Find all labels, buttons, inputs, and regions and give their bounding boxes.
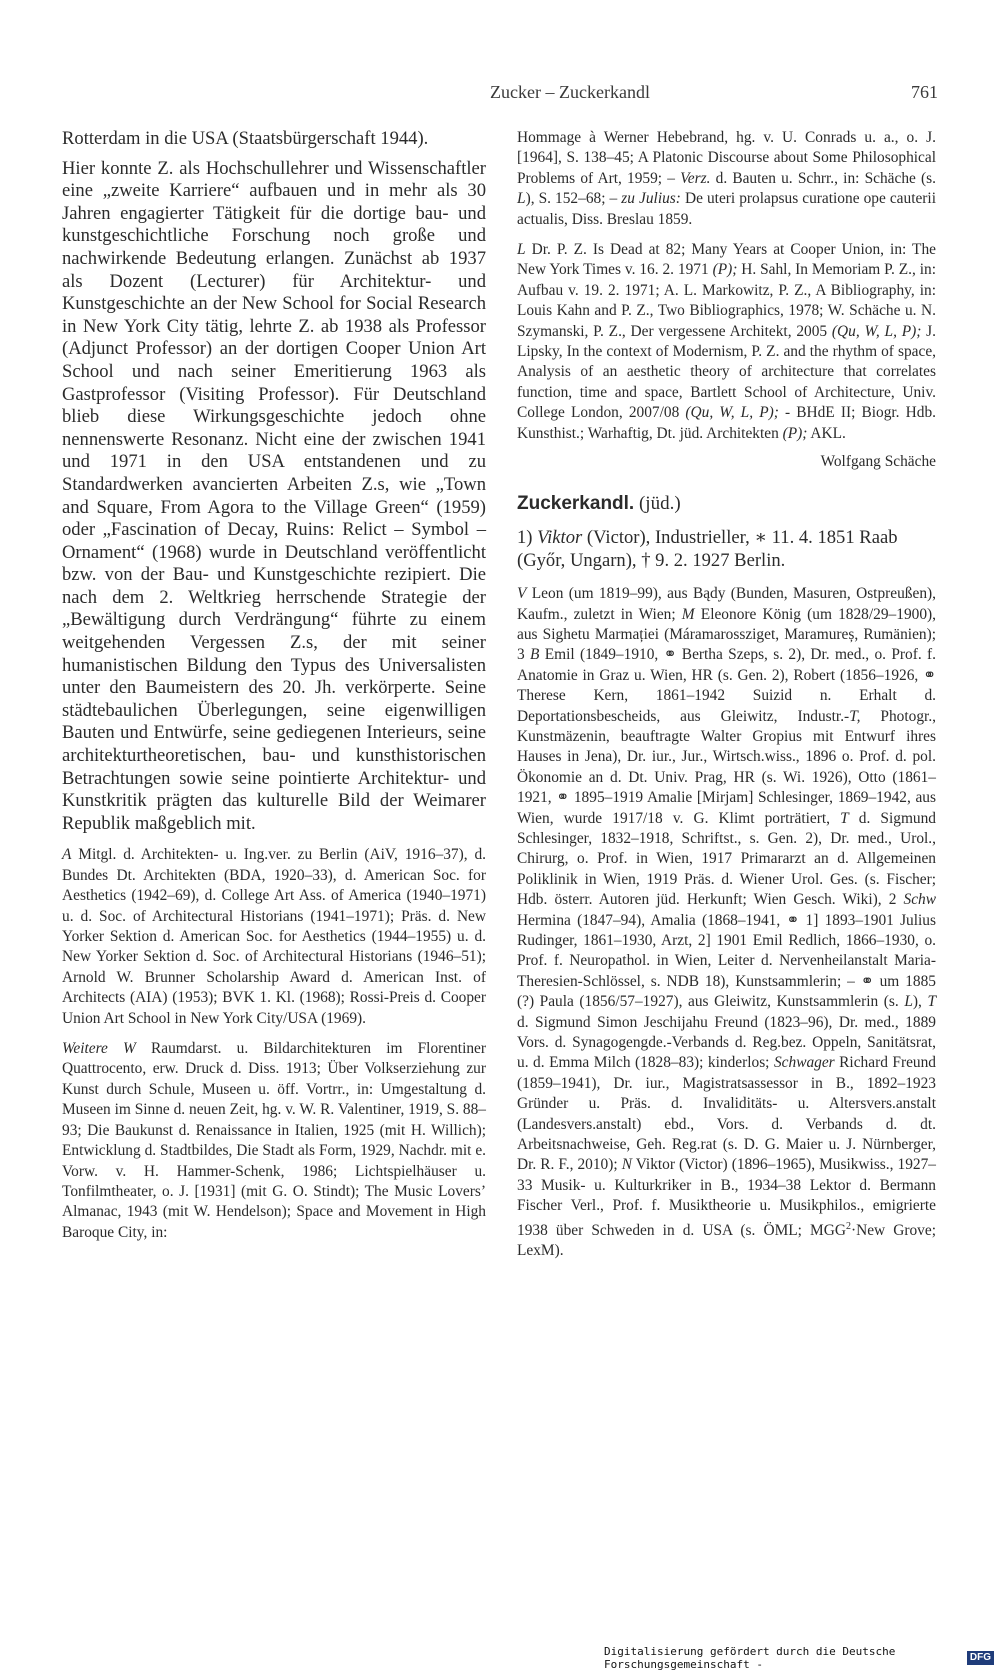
family-text: Emil (1849–1910, ⚭ Bertha Szeps, s. 2), Dr. med., o. Prof. f. Anatomie in Graz u. Wien, HR (s. Gen. 2), Robert (1856–1926, ⚭ Therese Kern, 1861–1942 Suizid n. Erhalt d. Deportationsbescheids, aus Gleiwitz, Industr.- (517, 646, 936, 725)
family-abbr: Schw (903, 891, 936, 909)
family-text: Eleonore König (um 1828/29–1900), aus Sighetu Marmației (Máramarossziget, Maramureș, Rumänien); 3 (517, 605, 936, 664)
running-head: Zucker – Zuckerkandl (490, 82, 650, 102)
works-cont-text: Hommage à Werner Hebebrand, hg. v. U. Conrads u. a., o. J. [1964], S. 138–45; A Platonic Discourse about Some Philosophical Problems of Art, 1959; – (517, 129, 936, 187)
paragraph-continuation: Rotterdam in die USA (Staatsbürgerschaft 1944). (62, 128, 429, 149)
works-continuation (517, 128, 936, 230)
family-superscript: 2 (845, 1220, 851, 1232)
page-number: 761 (911, 82, 938, 102)
works-cont-text: d. Bauten u. Schrr., in: Schäche (s. (710, 169, 937, 187)
family-abbr: B (530, 646, 540, 664)
literature-text: J. Lipsky, In the context of Modernism, P. Z. and the rhythm of space, Analysis of an aesthetic theory of architecture that correlates function, time and space, Bartlett School of Architecture, Univ. College London, 2007/08 (517, 322, 936, 422)
works-cont-verz: Verz. (680, 169, 711, 187)
paragraph-career: Hier konnte Z. als Hochschullehrer und Wissenschaftler eine „zweite Karriere“ aufbauen und in mehr als 30 Jahren engagierter Tätigkeit für die dortige bau- und kunstgeschichtliche Forschung noch große und nachwirkende Bedeutung erlangen. Zunächst ab 1937 als Dozent (Lecturer) für Architektur- und Kunstgeschichte an der New School for Social Research in New York City tätig, lehrte Z. ab 1938 als Professor (Adjunct Professor) an der dortigen Cooper Union Art School und nach seiner Emeritierung 1963 als Gastprofessor (Visiting Professor). Für Deutschland blieb diese Wirkungsgeschichte jedoch ohne nennenswerte Resonanz. Nicht eine der zwischen 1941 und 1971 in den USA entstandenen und zu Standardwerken avancierten Arbeiten Z.s, wie „Town and Square, From Agora to the Village Green“ (1959) oder „Fascination of Decay, Ruins: Relict – Symbol – Ornament“ (1968) wurde in Deutschland veröffentlicht bzw. von der Bau- und Kunstgeschichte rezipiert. Die nach dem 2. Weltkrieg herrschende Strategie der „Bewältigung durch Verdrängung“ führte zu einem weitgehenden Vergessen Z.s, der mit seiner humanistischen Bildung den Typus des Universalisten unter den Baumeistern des 20. Jh. verkörperte. Seine städtebaulichen Überlegungen, seine eigenwilligen Bauten und Entwürfe, seine gediegenen Interieurs, seine architekturtheoretischen, bau- und kunsthistorischen Betrachtungen sowie seine pointierte Architektur- und Kunstkritik prägten das kulturelle Bild der Weimarer Republik maßgeblich mit. (62, 157, 486, 834)
family-abbr: N (621, 1156, 632, 1174)
family-abbr: T, (849, 707, 861, 725)
works-text: Raumdarst. u. Bildarchitekturen im Florentiner Quattrocento, erw. Druck d. Diss. 1913; Über Volkserziehung zur Kunst durch Schule, Museen u. öff. Vortrr., in: Umgestaltung d. Museen im Sinne d. neuen Zeit, hg. v. W. R. Valentiner, 1919, S. 88–93; Die Baukunst d. Renaissance in Italien, 1925 (mit H. Willich); Entwicklung d. Stadtbildes, Die Stadt als Form, 1929, Nachdr. mit e. Vorw. v. H. Hammer-Schenk, 1986; Lichtspielhäuser u. Tonfilmtheater, o. J. [1931] (mit G. O. Stindt); The Music Lovers’ Almanac, 1943 (mit W. Hendelson); Space and Movement in High Baroque City, in: (62, 1040, 486, 1241)
literature-source-tag: (Qu, W, L, P); (831, 322, 922, 340)
subentry-details: (Victor), Industrieller, ∗ 11. 4. 1851 Raab (Győr, Ungarn), † 9. 2. 1927 Berlin. (517, 527, 898, 572)
family-text: Viktor (Victor) (1896–1965), Musikwiss., 1927–33 Musik- u. Kulturkriker in B., 1934–38 Lektor d. Bermann Fischer Verl., Prof. f. Musiktheorie u. Musikphilos., emigrierte 1938 über Schweden in d. USA (s. ÖML; MGG (517, 1156, 936, 1239)
family-text: Hermina (1847–94), Amalia (1868–1941, ⚭ 1] 1893–1901 Julius Rudinger, 1861–1930, Arzt, 2] 1901 Emil Redlich, 1866–1930, o. Prof. f. Neuropathol. in Wien, Leiter d. Nervenheilanstalt Maria-Theresien-Schlössel, s. NDB 18), Kunstsammlerin; – ⚭ um 1885 (?) Paula (1856/57–1927), aus Gleiwitz, Kunstsammlerin (s. (517, 911, 936, 1011)
works-cont-zu-julius: zu Julius: (621, 190, 681, 208)
digitization-footer (604, 1645, 994, 1671)
literature-text: Dr. P. Z. Is Dead at 82; Many Years at Cooper Union, in: The New York Times v. 16. 2. 1971 (517, 241, 936, 279)
works-cont-text: ), S. 152–68; – (525, 190, 622, 208)
family-text: Richard Freund (1859–1941), Dr. iur., Magistratsassessor in B., 1892–1923 Gründer u. Präs. d. Invaliditäts- u. Altersvers.anstalt (Landesvers.anstalt) ebd., Vors. d. Verbands d. dt. Arbeitsnachweise, Geh. Reg.rat (s. D. G. Maier u. J. Nürnberger, Dr. R. F., 2010); (517, 1054, 936, 1174)
works-cont-l-ref: L (517, 190, 526, 208)
family-text: d. Sigmund Simon Jeschijahu Freund (1823–96), Dr. med., 1889 Vors. d. Synagogengde.-Verbands d. Reg.bez. Oppeln, Sanitätsrat, u. d. Emma Milch (1828–83); kinderlos; (517, 1013, 936, 1072)
family-text: Leon (um 1819–99), aus Bądy (Bunden, Masuren, Ostpreußen), Kaufm., zuletzt in Wien; (517, 585, 936, 623)
dfg-logo-icon: DFG (967, 1651, 994, 1665)
family-text: ·New Grove; LexM). (517, 1221, 936, 1260)
literature-section (517, 240, 936, 444)
works-cont-text: De uteri prolapsus curatione ope cauterii actualis, Diss. Breslau 1859. (517, 190, 936, 228)
literature-label: L (517, 241, 526, 259)
entry-heading (517, 492, 936, 516)
family-text: ), (912, 993, 928, 1011)
entry-heading-name: Zuckerkandl. (517, 493, 635, 515)
literature-source-tag: (P); (712, 261, 738, 279)
memberships-label: A (62, 846, 72, 864)
page-header (62, 82, 938, 106)
family-abbr: V (517, 585, 527, 603)
family-abbr: L (904, 993, 913, 1011)
family-text: Photogr., Kunstmäzenin, beauftragte Walter Gropius mit Entwurf ihres Hauses in Jena), Dr. iur., Jur., Wirtsch.wiss., 1896 o. Prof. d. pol. Ökonomie an d. Dt. Univ. Prag, HR (s. Wi. 1926), Otto (1861–1921, ⚭ 1895–1919 Amalie [Mirjam] Schlesinger, 1869–1942, aus Wien, wurde 1917/18 v. G. Klimt porträtiert, (517, 707, 937, 827)
footer-text: Digitalisierung gefördert durch die Deutsche Forschungsgemeinschaft - (604, 1645, 896, 1671)
memberships-section (62, 845, 486, 1029)
subentry-number: 1) (517, 527, 538, 549)
subentry-heading (517, 526, 936, 572)
family-section (517, 584, 936, 1262)
literature-text: AKL. (807, 424, 846, 442)
family-abbr: T (927, 993, 936, 1011)
subentry-name: Viktor (537, 527, 583, 549)
entry-heading-suffix: (jüd.) (634, 493, 681, 515)
literature-text: H. Sahl, In Memoriam P. Z., in: Aufbau v. 19. 2. 1971; A. L. Markowitz, P. Z., A Bibliography, in: Louis Kahn and P. Z., Two Bibliographics, 1978; W. Schäche u. N. Szymanski, P. Z., Der vergessene Architekt, 2005 (517, 261, 936, 340)
family-abbr: T (840, 809, 849, 827)
right-column (517, 128, 936, 1262)
left-column (62, 128, 486, 1243)
family-abbr: M (681, 605, 695, 623)
family-abbr: Schwager (773, 1054, 835, 1072)
memberships-text: Mitgl. d. Architekten- u. Ing.ver. zu Berlin (AiV, 1916–37), d. Bundes Dt. Architekten (BDA, 1920–33), d. American Soc. for Aesthetics (1942–69), d. College Art Ass. of America (1940–1971) u. d. Soc. of Architectural Historians (1941–1971); Präs. d. New Yorker Sektion d. American Soc. for Aesthetics (1944–1955) u. d. New Yorker Sektion d. Soc. of Architectural Historians (1946–51); Arnold W. Brunner Scholarship Award d. American Inst. of Architects (AIA) (1953); BVK 1. Kl. (1968); Rossi-Preis d. Cooper Union Art School in New York City/USA (1969). (62, 846, 486, 1027)
literature-source-tag: (P); (782, 424, 808, 442)
literature-text: - BHdE II; Biogr. Hdb. Kunsthist.; Warhaftig, Dt. jüd. Architekten (517, 404, 936, 442)
literature-source-tag: (Qu, W, L, P); (685, 404, 779, 422)
author-signature: Wolfgang Schäche (820, 453, 936, 471)
works-section (62, 1039, 486, 1243)
family-text: d. Sigmund Schlesinger, 1832–1918, Schriftst., s. Gen. 2), Dr. med., Urol., Chirurg, o. Prof. in Wien, 1917 Primararzt an d. Allgemeinen Poliklinik in Wien, 1919 Präs. d. Wiener Urol. Ges. (s. Fischer; Hdb. österr. Autoren jüd. Herkunft; Wien Gesch. Wiki), 2 (517, 809, 937, 909)
works-label: Weitere W (62, 1040, 136, 1058)
